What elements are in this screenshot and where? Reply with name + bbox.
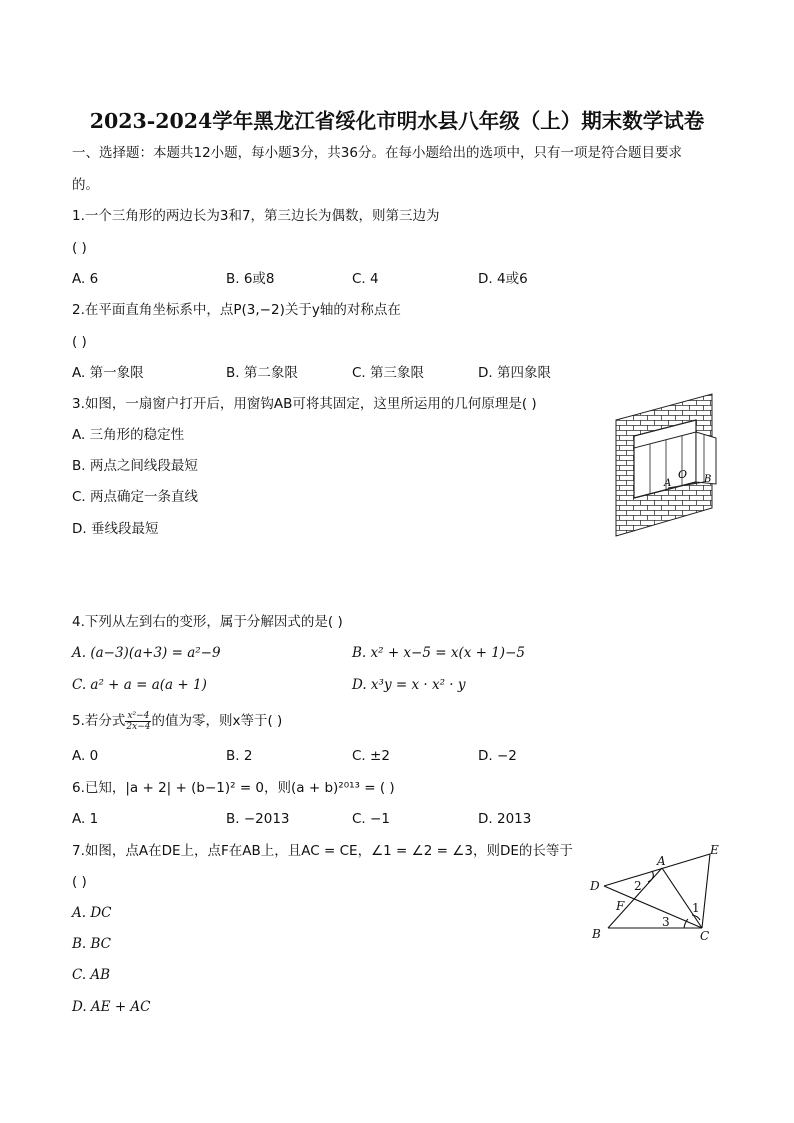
question-7-option-a: A. DC — [72, 905, 112, 921]
question-5-stem — [72, 708, 282, 734]
label-c: C — [700, 929, 710, 943]
question-2-option-b: B. 第二象限 — [226, 365, 298, 381]
question-7-paren: ( ) — [72, 874, 87, 890]
question-4-option-d: D. x³y = x · x² · y — [352, 677, 466, 693]
question-5-stem-prefix: 5.若分式 — [72, 713, 126, 729]
question-6-option-c: C. −1 — [352, 811, 390, 827]
question-3-option-c: C. 两点确定一条直线 — [72, 489, 199, 505]
question-2-option-a: A. 第一象限 — [72, 365, 144, 381]
question-1-stem: 1.一个三角形的两边长为3和7，第三边长为偶数，则第三边为 — [72, 208, 440, 224]
question-7-option-c: C. AB — [72, 967, 111, 983]
angle-label-3: 3 — [662, 915, 670, 929]
question-2-option-d: D. 第四象限 — [478, 365, 551, 381]
fraction-denominator: 2x−4 — [126, 721, 151, 732]
question-4-option-c: C. a² + a = a(a + 1) — [72, 677, 207, 693]
question-5-fraction — [125, 711, 151, 732]
angle-label-1: 1 — [692, 901, 700, 915]
question-3-option-a: A. 三角形的稳定性 — [72, 427, 185, 443]
page-title: 2023-2024学年黑龙江省绥化市明水县八年级（上）期末数学试卷 — [89, 109, 705, 133]
section-instructions-cont: 的。 — [72, 177, 99, 193]
label-d: D — [590, 879, 600, 893]
figure-label-b: B — [704, 474, 712, 485]
label-b: B — [592, 927, 601, 941]
triangle-figure — [586, 840, 726, 948]
question-7-option-d: D. AE + AC — [72, 999, 151, 1015]
fraction-numerator: x²−4 — [125, 711, 151, 722]
question-2-stem: 2.在平面直角坐标系中，点P(3,−2)关于y轴的对称点在 — [72, 302, 401, 318]
window-figure — [612, 390, 724, 538]
question-1-option-b: B. 6或8 — [226, 271, 275, 287]
label-a: A — [657, 854, 666, 868]
question-3-option-d: D. 垂线段最短 — [72, 521, 159, 537]
question-2-paren: ( ) — [72, 334, 87, 350]
question-1-paren: ( ) — [72, 240, 87, 256]
question-1-option-d: D. 4或6 — [478, 271, 528, 287]
section-instructions: 一、选择题：本题共12小题，每小题3分，共36分。在每小题给出的选项中，只有一项是符合题目要求 — [72, 145, 682, 161]
question-4-option-b: B. x² + x−5 = x(x + 1)−5 — [352, 645, 525, 661]
question-7-option-b: B. BC — [72, 936, 112, 952]
question-3-stem: 3.如图，一扇窗户打开后，用窗钩AB可将其固定，这里所运用的几何原理是( ) — [72, 396, 537, 412]
question-5-option-c: C. ±2 — [352, 748, 390, 764]
question-5-option-d: D. −2 — [478, 748, 517, 764]
question-5-option-a: A. 0 — [72, 748, 99, 764]
question-5-option-b: B. 2 — [226, 748, 253, 764]
question-4-option-a: A. (a−3)(a+3) = a²−9 — [72, 645, 221, 661]
question-3-option-b: B. 两点之间线段最短 — [72, 458, 198, 474]
figure-label-o: O — [678, 468, 688, 481]
question-6-option-b: B. −2013 — [226, 811, 290, 827]
question-6-stem: 6.已知，|a + 2| + (b−1)² = 0，则(a + b)²⁰¹³ = ( ) — [72, 780, 395, 796]
question-5-stem-suffix: 的值为零，则x等于( ) — [151, 713, 283, 729]
angle-label-2: 2 — [634, 879, 642, 893]
question-6-option-d: D. 2013 — [478, 811, 532, 827]
question-7-stem: 7.如图，点A在DE上，点F在AB上，且AC = CE，∠1 = ∠2 = ∠3，则DE的长等于 — [72, 843, 573, 859]
question-6-option-a: A. 1 — [72, 811, 99, 827]
figure-label-a: A — [664, 478, 672, 489]
question-1-option-c: C. 4 — [352, 271, 379, 287]
question-1-option-a: A. 6 — [72, 271, 99, 287]
label-f: F — [616, 899, 625, 913]
question-4-stem: 4.下列从左到右的变形，属于分解因式的是( ) — [72, 614, 343, 630]
label-e: E — [710, 843, 719, 857]
question-2-option-c: C. 第三象限 — [352, 365, 425, 381]
